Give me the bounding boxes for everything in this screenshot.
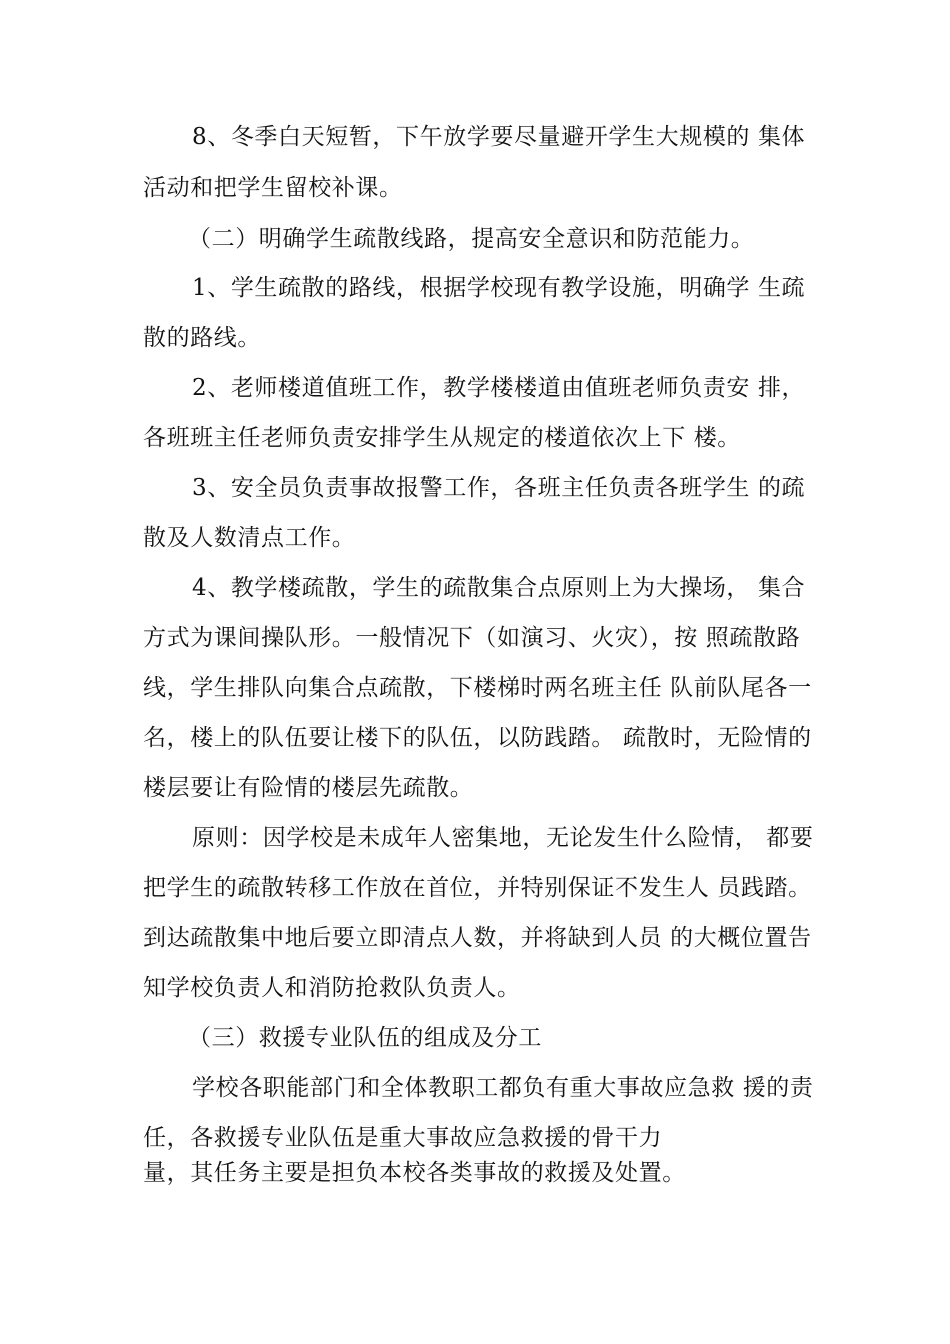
section-heading: （二）明确学生疏散线路，提高安全意识和防范能力。 [188,226,755,252]
body-text-line: 把学生的疏散转移工作放在首位，并特别保证不发生人 员践踏。 [143,875,812,901]
body-text-line: 8、冬季白天短暂，下午放学要尽量避开学生大规模的 集体 [192,124,806,150]
body-text-line: 方式为课间操队形。一般情况下（如演习、火灾），按 照疏散路 [143,625,801,651]
body-text-line: 散及人数清点工作。 [143,525,356,551]
body-text-line: 3、安全员负责事故报警工作，各班主任负责各班学生 的疏 [192,475,806,501]
body-text-line: 散的路线。 [143,325,261,351]
body-text-line: 到达疏散集中地后要立即清点人数，并将缺到人员 的大概位置告 [143,925,812,951]
body-text-line: 知学校负责人和消防抢救队负责人。 [143,975,521,1001]
body-text-line: 学校各职能部门和全体教职工都负有重大事故应急救 援的责 [192,1075,814,1101]
body-text-line: 名，楼上的队伍要让楼下的队伍，以防践踏。 疏散时，无险情的 [143,725,812,751]
body-text-line: 4、教学楼疏散，学生的疏散集合点原则上为大操场， 集合 [192,575,806,601]
body-text-line: 线，学生排队向集合点疏散，下楼梯时两名班主任 队前队尾各一 [143,675,812,701]
body-text-line: 楼层要让有险情的楼层先疏散。 [143,775,474,801]
body-text-line: 任，各救援专业队伍是重大事故应急救援的骨干力 [143,1125,663,1151]
body-text-line: 1、学生疏散的路线，根据学校现有教学设施，明确学 生疏 [192,275,806,301]
section-heading: （三）救援专业队伍的组成及分工 [188,1025,542,1051]
body-text-line: 原则：因学校是未成年人密集地，无论发生什么险情， 都要 [192,825,814,851]
body-text-line: 活动和把学生留校补课。 [143,175,403,201]
body-text-line: 各班班主任老师负责安排学生从规定的楼道依次上下 楼。 [143,425,741,451]
body-text-line: 2、老师楼道值班工作，教学楼楼道由值班老师负责安 排， [192,375,806,401]
body-text-line: 量，其任务主要是担负本校各类事故的救援及处置。 [143,1160,686,1186]
